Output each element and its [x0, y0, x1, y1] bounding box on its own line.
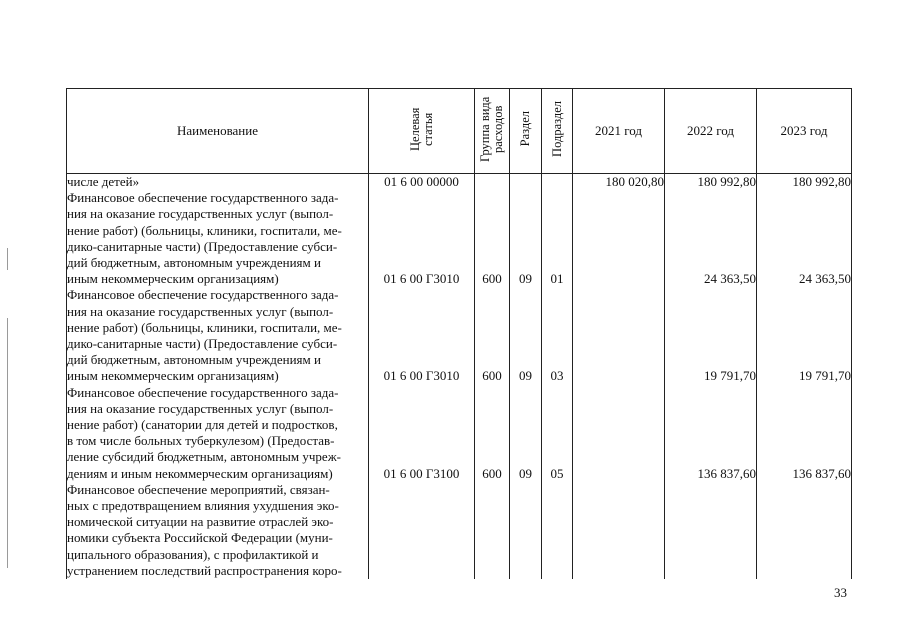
row-value-2022 [665, 190, 757, 287]
header-2022: 2022 год [665, 89, 757, 174]
table-header-row [67, 89, 852, 174]
table-row [67, 287, 852, 384]
budget-table [66, 88, 852, 579]
header-subsection-label: Подраздел [549, 101, 564, 157]
row-section-text: 09 [519, 271, 532, 287]
header-name: Наименование [67, 89, 369, 174]
row-subsection [542, 287, 573, 384]
row-value-2021 [573, 385, 665, 482]
row-name-line: иным некоммерческим организациям) [67, 368, 279, 384]
row-subsection [542, 174, 573, 191]
row-name-line: нение работ) (санатории для детей и подростков, [67, 417, 338, 433]
row-group [475, 287, 510, 384]
row-group-text: 600 [482, 271, 502, 287]
header-group [475, 89, 510, 174]
row-section-text: 09 [519, 465, 532, 481]
row-name [67, 190, 369, 287]
row-name-line: дико-санитарные части) (Предоставление субси- [67, 238, 338, 254]
header-target [369, 89, 475, 174]
row-value-2022 [665, 482, 757, 579]
row-name-line: иным некоммерческим организациям) [67, 271, 279, 287]
row-group [475, 482, 510, 579]
row-section [510, 385, 542, 482]
scan-edge-mark [7, 248, 8, 270]
row-subsection-text: 01 [550, 271, 564, 287]
header-section-label: Раздел [518, 111, 532, 147]
row-value-2022-text: 19 791,70 [704, 368, 756, 384]
row-subsection [542, 482, 573, 579]
row-section [510, 190, 542, 287]
row-value-2023-text: 24 363,50 [799, 271, 851, 287]
row-group [475, 190, 510, 287]
row-name-line: числе детей» [67, 174, 140, 189]
row-value-2021 [573, 287, 665, 384]
row-name-line: ципального образования), с профилактикой и [67, 546, 319, 562]
row-subsection-text: 05 [550, 465, 564, 481]
row-name-line: дий бюджетным, автономным учреждениям и [67, 255, 321, 271]
row-section [510, 482, 542, 579]
row-target-code-text: 01 6 00 Г3010 [383, 271, 460, 287]
row-subsection [542, 385, 573, 482]
table-row [67, 174, 852, 191]
header-group-label: Группа вида расходов [478, 96, 505, 162]
row-target-code-text: 01 6 00 Г3010 [383, 368, 460, 384]
row-value-2022: 180 992,80 [665, 174, 757, 191]
row-name-line: нение работ) (больницы, клиники, госпитали, ме- [67, 319, 342, 335]
row-name-line: дениям и иным некоммерческим организациям) [67, 465, 333, 481]
row-name-line: ных с предотвращением влияния ухудшения эко- [67, 498, 339, 514]
row-value-2022 [665, 385, 757, 482]
row-target-code-text: 01 6 00 Г3100 [383, 465, 460, 481]
header-2023: 2023 год [757, 89, 852, 174]
row-subsection-text: 03 [550, 368, 564, 384]
row-value-2021 [573, 482, 665, 579]
row-target-code [369, 287, 475, 384]
header-section [510, 89, 542, 174]
header-2021: 2021 год [573, 89, 665, 174]
row-target-code [369, 482, 475, 579]
row-value-2023 [757, 482, 852, 579]
row-name-line: устранением последствий распространения коро- [67, 562, 342, 578]
row-value-2023-text: 136 837,60 [792, 465, 851, 481]
row-value-2021: 180 020,80 [573, 174, 665, 191]
row-value-2023-text: 19 791,70 [799, 368, 851, 384]
row-value-2023: 180 992,80 [757, 174, 852, 191]
row-target-code [369, 190, 475, 287]
row-name-line: ния на оказание государственных услуг (выпол- [67, 303, 334, 319]
row-group-text: 600 [482, 465, 502, 481]
row-name-line: Финансовое обеспечение государственного зада- [67, 190, 339, 206]
row-section-text: 09 [519, 368, 532, 384]
row-value-2022-text: 136 837,60 [697, 465, 756, 481]
header-subsection [542, 89, 573, 174]
row-name-line: номики субъекта Российской Федерации (муни- [67, 530, 333, 546]
page-number: 33 [834, 585, 847, 600]
row-name [67, 174, 369, 191]
row-name-line: Финансовое обеспечение мероприятий, связан- [67, 481, 330, 497]
row-group [475, 385, 510, 482]
row-name-line: дий бюджетным, автономным учреждениям и [67, 352, 321, 368]
row-name-line: Финансовое обеспечение государственного зада- [67, 384, 339, 400]
row-value-2021 [573, 190, 665, 287]
row-name [67, 482, 369, 579]
table-row [67, 190, 852, 287]
row-value-2023 [757, 385, 852, 482]
row-name-line: нение работ) (больницы, клиники, госпитали, ме- [67, 222, 342, 238]
row-name [67, 287, 369, 384]
row-group [475, 174, 510, 191]
row-section [510, 174, 542, 191]
row-name-line: дико-санитарные части) (Предоставление субси- [67, 336, 338, 352]
row-value-2022-text: 24 363,50 [704, 271, 756, 287]
row-name-line: ния на оказание государственных услуг (выпол- [67, 206, 334, 222]
scan-edge-mark [7, 318, 8, 568]
row-value-2023 [757, 190, 852, 287]
table-row [67, 385, 852, 482]
row-target-code [369, 385, 475, 482]
row-section [510, 287, 542, 384]
row-subsection [542, 190, 573, 287]
row-name-line: ния на оказание государственных услуг (выпол- [67, 400, 334, 416]
row-value-2023 [757, 287, 852, 384]
table-row [67, 482, 852, 579]
row-target-code: 01 6 00 00000 [369, 174, 475, 191]
row-name-line: в том числе больных туберкулезом) (Предостав- [67, 433, 335, 449]
row-name-line: Финансовое обеспечение государственного зада- [67, 287, 339, 303]
row-name-line: ление субсидий бюджетным, автономным учреж- [67, 449, 342, 465]
row-name-line: номической ситуации на развитие отраслей эко- [67, 514, 334, 530]
row-value-2022 [665, 287, 757, 384]
row-name [67, 385, 369, 482]
header-target-label: Целевая статья [407, 107, 435, 151]
row-group-text: 600 [482, 368, 502, 384]
